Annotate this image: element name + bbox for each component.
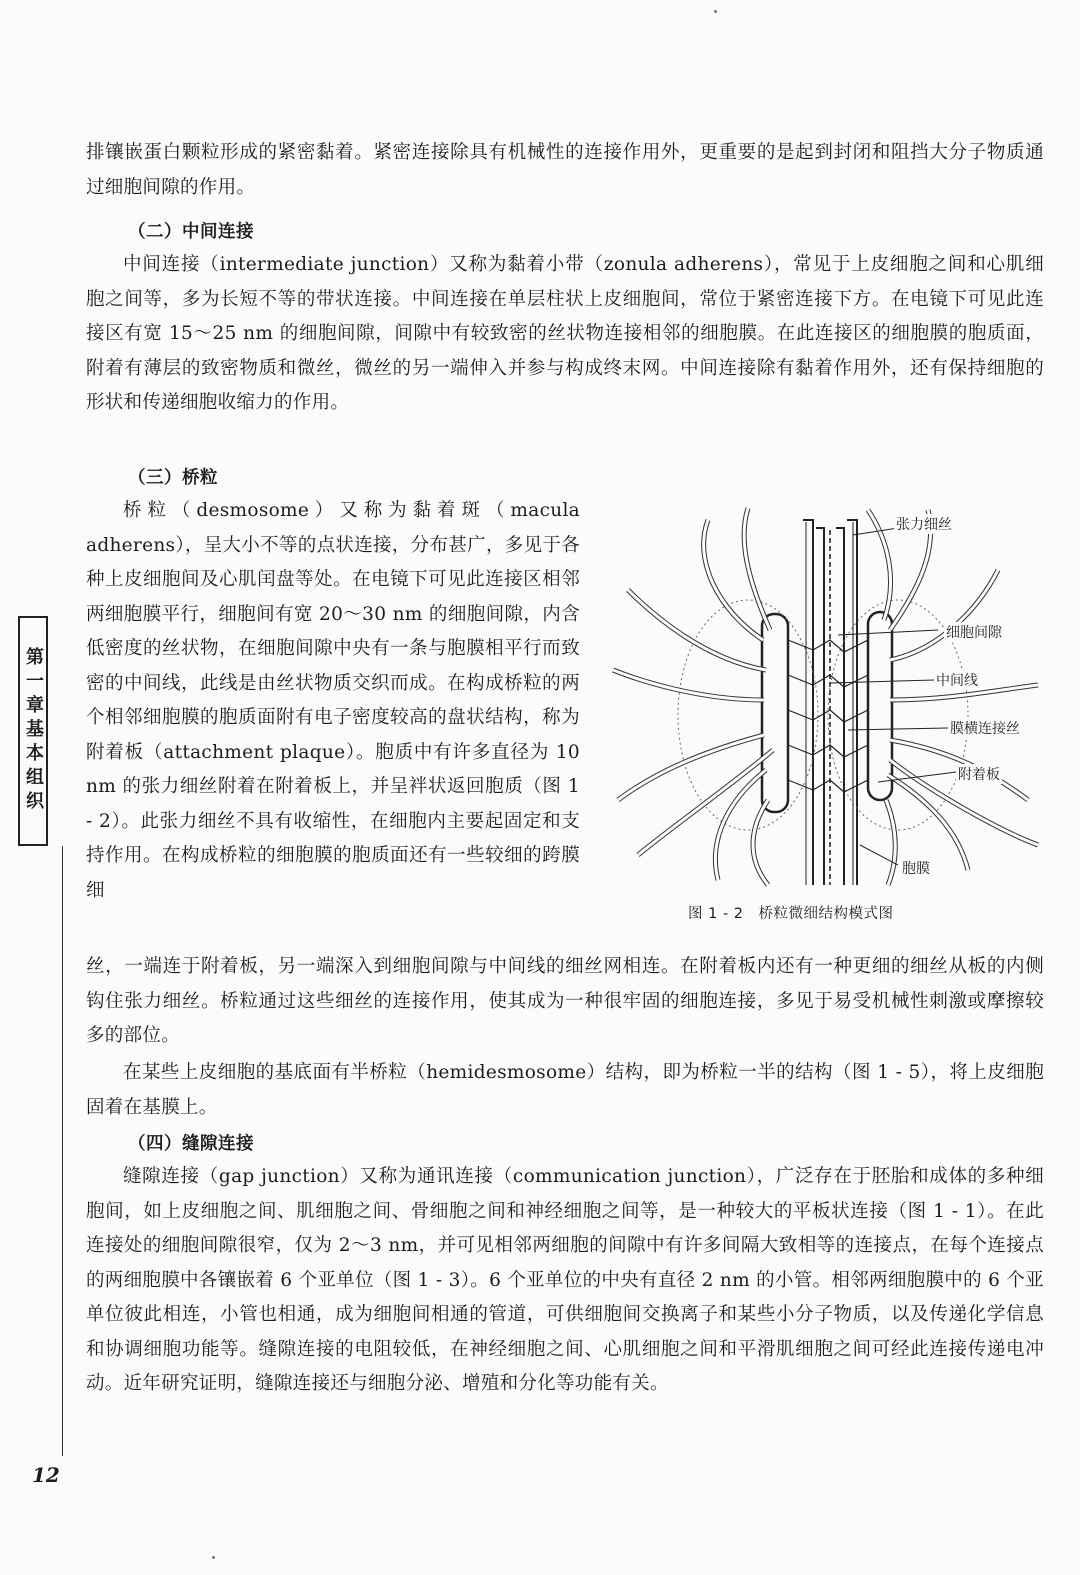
heading-gap-junction: （四）缝隙连接 bbox=[128, 1134, 254, 1154]
desmosome-figure bbox=[598, 500, 1058, 890]
paragraph-desmosome-continued: 丝，一端连于附着板，另一端深入到细胞间隙与中间线的细丝网相连。在附着板内还有一种更细的细丝从板的内侧钩住张力细丝。桥粒通过这些细丝的连接作用，使其成为一种很牢固的细胞连接，多见于易受机械性刺激或摩擦较多的部位。 bbox=[86, 956, 1044, 1046]
label-attachment-plaque: 附着板 bbox=[956, 764, 1002, 784]
paragraph-desmosome-wrapped: 桥粒（desmosome）又称为黏着斑（macula adherens），呈大小不等的点状连接，分布甚广，多见于各种上皮细胞间及心肌闰盘等处。在电镜下可见此连接区相邻两细胞膜平行，细胞间有宽 20～30 nm 的细胞间隙，内含低密度的丝状物，在细胞间隙中央有一条与胞膜相平行而致密的中间线，此线是由丝状物质交织而成。在构成桥粒的两个相邻细胞膜的胞质面附有电子密度较高的盘状结构，称为附着板（attachment plaque）。胞质中有许多直径为 10 nm 的张力细丝附着在附着板上，并呈袢状返回胞质（图 1 - 2）。此张力细丝不具有收缩性，在细胞内主要起固定和支持作用。在构成桥粒的细胞膜的胞质面还有一些较细的跨膜细 bbox=[86, 500, 580, 901]
figure-caption: 图 1 - 2 桥粒微细结构模式图 bbox=[688, 906, 894, 922]
label-transmembrane-filament: 膜横连接丝 bbox=[948, 718, 1022, 738]
desmosome-diagram bbox=[598, 500, 1058, 890]
label-plasma-membrane: 胞膜 bbox=[900, 858, 932, 878]
paragraph-gap-junction: 缝隙连接（gap junction）又称为通讯连接（communication junction），广泛存在于胚胎和成体的多种细胞间，如上皮细胞之间、肌细胞之间、骨细胞之间和神经细胞之间等，是一种较大的平板状连接（图 1 - 1）。在此连接处的细胞间隙很窄，仅为 2～3 nm，并可见相邻两细胞的间隙中有许多间隔大致相等的连接点，在每个连接点的两细胞膜中各镶嵌着 6 个亚单位（图 1 - 3）。6 个亚单位的中央有直径 2 nm 的小管。相邻两细胞膜中的 6 个亚单位彼此相连，小管也相通，成为细胞间相通的管道，可供细胞间交换离子和某些小分子物质，以及传递化学信息和协调细胞功能等。缝隙连接的电阻较低，在神经细胞之间、心肌细胞之间和平滑肌细胞之间可经此连接传递电冲动。近年研究证明，缝隙连接还与细胞分泌、增殖和分化等功能有关。 bbox=[86, 1166, 1044, 1394]
margin-rule bbox=[62, 846, 63, 1456]
chapter-side-tab-text: 第一章基本组织 bbox=[23, 647, 44, 815]
label-intermediate-line: 中间线 bbox=[934, 670, 980, 690]
label-intercellular-space: 细胞间隙 bbox=[944, 622, 1004, 642]
heading-intermediate-junction: （二）中间连接 bbox=[128, 222, 254, 242]
chapter-side-tab bbox=[18, 616, 48, 846]
label-tonofilament: 张力细丝 bbox=[894, 514, 954, 534]
paragraph-intermediate-junction: 中间连接（intermediate junction）又称为黏着小带（zonula adherens），常见于上皮细胞之间和心肌细胞之间等，多为长短不等的带状连接。中间连接在单层柱状上皮细胞间，常位于紧密连接下方。在电镜下可见此连接区有宽 15～25 nm 的细胞间隙，间隙中有较致密的丝状物连接相邻的细胞膜。在此连接区的细胞膜的胞质面，附着有薄层的致密物质和微丝，微丝的另一端伸入并参与构成终末网。中间连接除有黏着作用外，还有保持细胞的形状和传递细胞收缩力的作用。 bbox=[86, 254, 1044, 413]
heading-desmosome: （三）桥粒 bbox=[128, 468, 218, 488]
paragraph-tight-junction-end: 排镶嵌蛋白颗粒形成的紧密黏着。紧密连接除具有机械性的连接作用外，更重要的是起到封闭和阻挡大分子物质通过细胞间隙的作用。 bbox=[86, 142, 1044, 198]
paragraph-hemidesmosome: 在某些上皮细胞的基底面有半桥粒（hemidesmosome）结构，即为桥粒一半的结构（图 1 - 5），将上皮细胞固着在基膜上。 bbox=[86, 1062, 1044, 1118]
scan-speck bbox=[212, 1556, 215, 1559]
scan-speck bbox=[714, 10, 717, 13]
page-number: 12 bbox=[32, 1463, 60, 1487]
